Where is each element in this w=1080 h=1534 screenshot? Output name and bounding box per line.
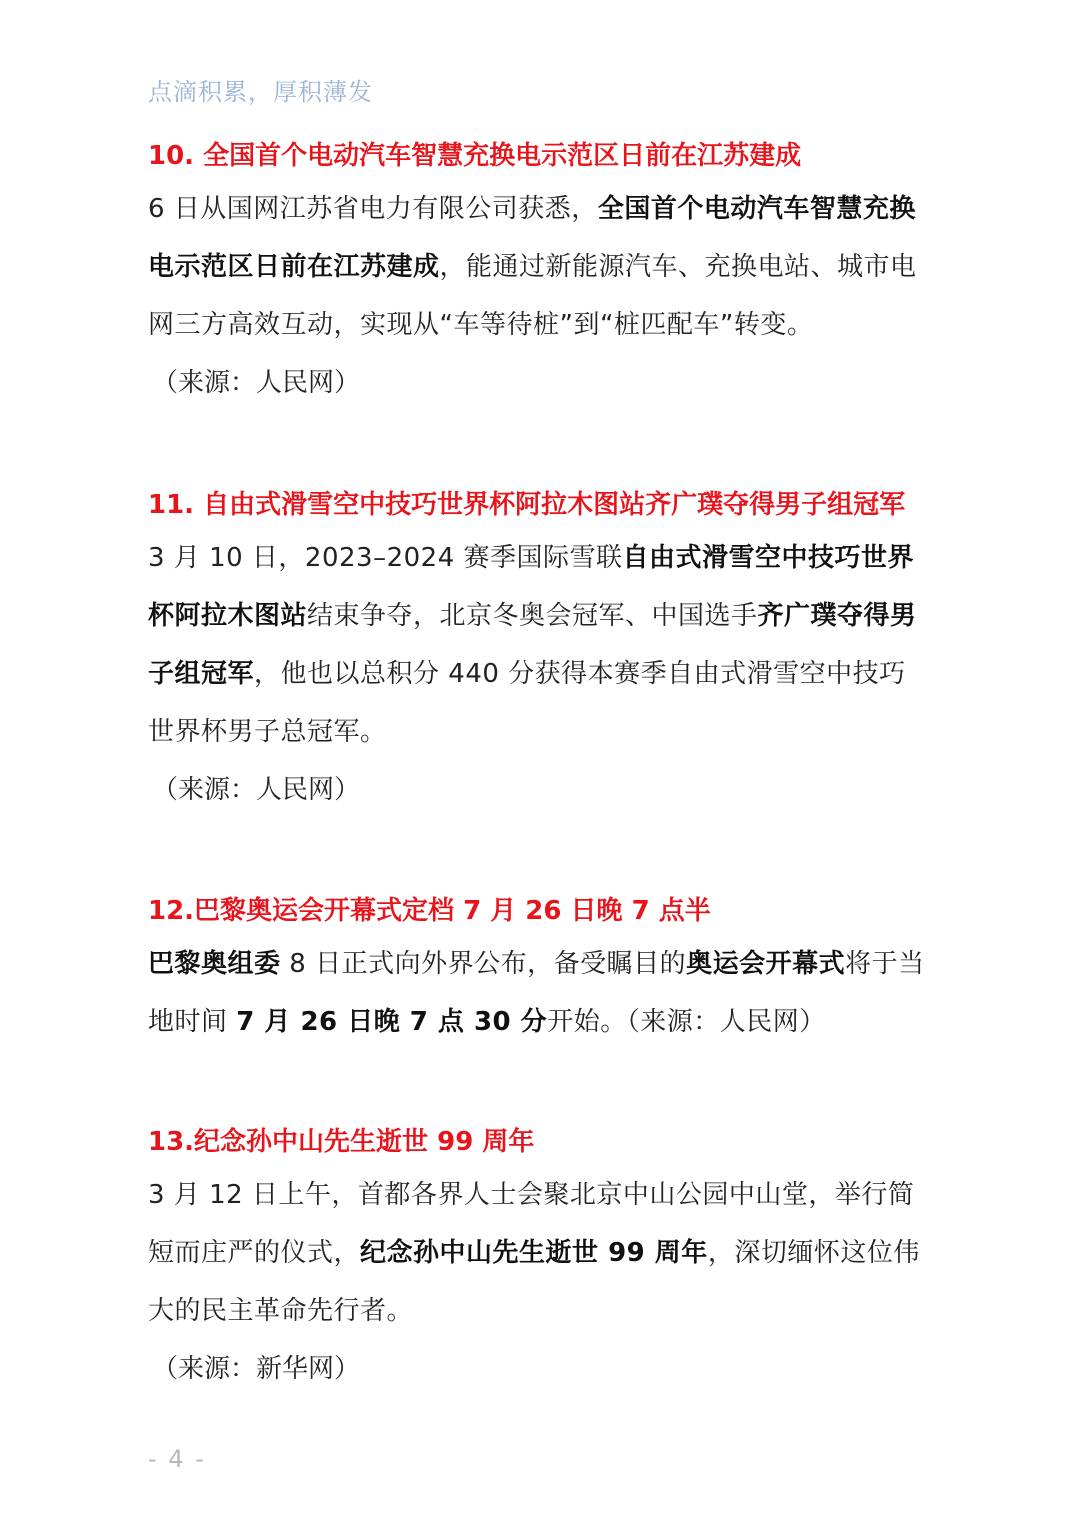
news-title: 10. 全国首个电动汽车智慧充换电示范区日前在江苏建成	[148, 141, 802, 171]
news-title: 11. 自由式滑雪空中技巧世界杯阿拉木图站齐广璞夺得男子组冠军	[148, 490, 906, 520]
news-source: （来源：人民网）	[152, 775, 361, 805]
page-header: 点滴积累，厚积薄发	[148, 78, 373, 106]
news-body: 3 月 12 日上午，首都各界人士会聚北京中山公园中山堂，举行简短而庄严的仪式，纪念孙中山先生逝世 99 周年，深切缅怀这位伟大的民主革命先行者。	[148, 1180, 920, 1326]
news-title: 12.巴黎奥运会开幕式定档 7 月 26 日晚 7 点半	[148, 896, 711, 926]
news-source: （来源：新华网）	[152, 1354, 361, 1384]
news-title: 13.纪念孙中山先生逝世 99 周年	[148, 1127, 535, 1157]
news-body: 6 日从国网江苏省电力有限公司获悉，全国首个电动汽车智慧充换电示范区日前在江苏建成，能通过新能源汽车、充换电站、城市电网三方高效互动，实现从“车等待桩”到“桩匹配车”转变。	[148, 194, 917, 340]
news-item-12	[148, 893, 928, 1051]
news-item-13	[148, 1124, 928, 1398]
news-body: 巴黎奥组委 8 日正式向外界公布，备受瞩目的奥运会开幕式将于当地时间 7 月 26 日晚 7 点 30 分开始。（来源：人民网）	[148, 949, 925, 1037]
news-body: 3 月 10 日，2023–2024 赛季国际雪联自由式滑雪空中技巧世界杯阿拉木图站结束争夺，北京冬奥会冠军、中国选手齐广璞夺得男子组冠军，他也以总积分 440 分获得本赛季自由式滑雪空中技巧世界杯男子总冠军。	[148, 543, 917, 747]
page-number: - 4 -	[148, 1445, 206, 1473]
news-item-10	[148, 138, 928, 412]
news-source: （来源：人民网）	[152, 368, 361, 398]
news-item-11	[148, 487, 928, 819]
